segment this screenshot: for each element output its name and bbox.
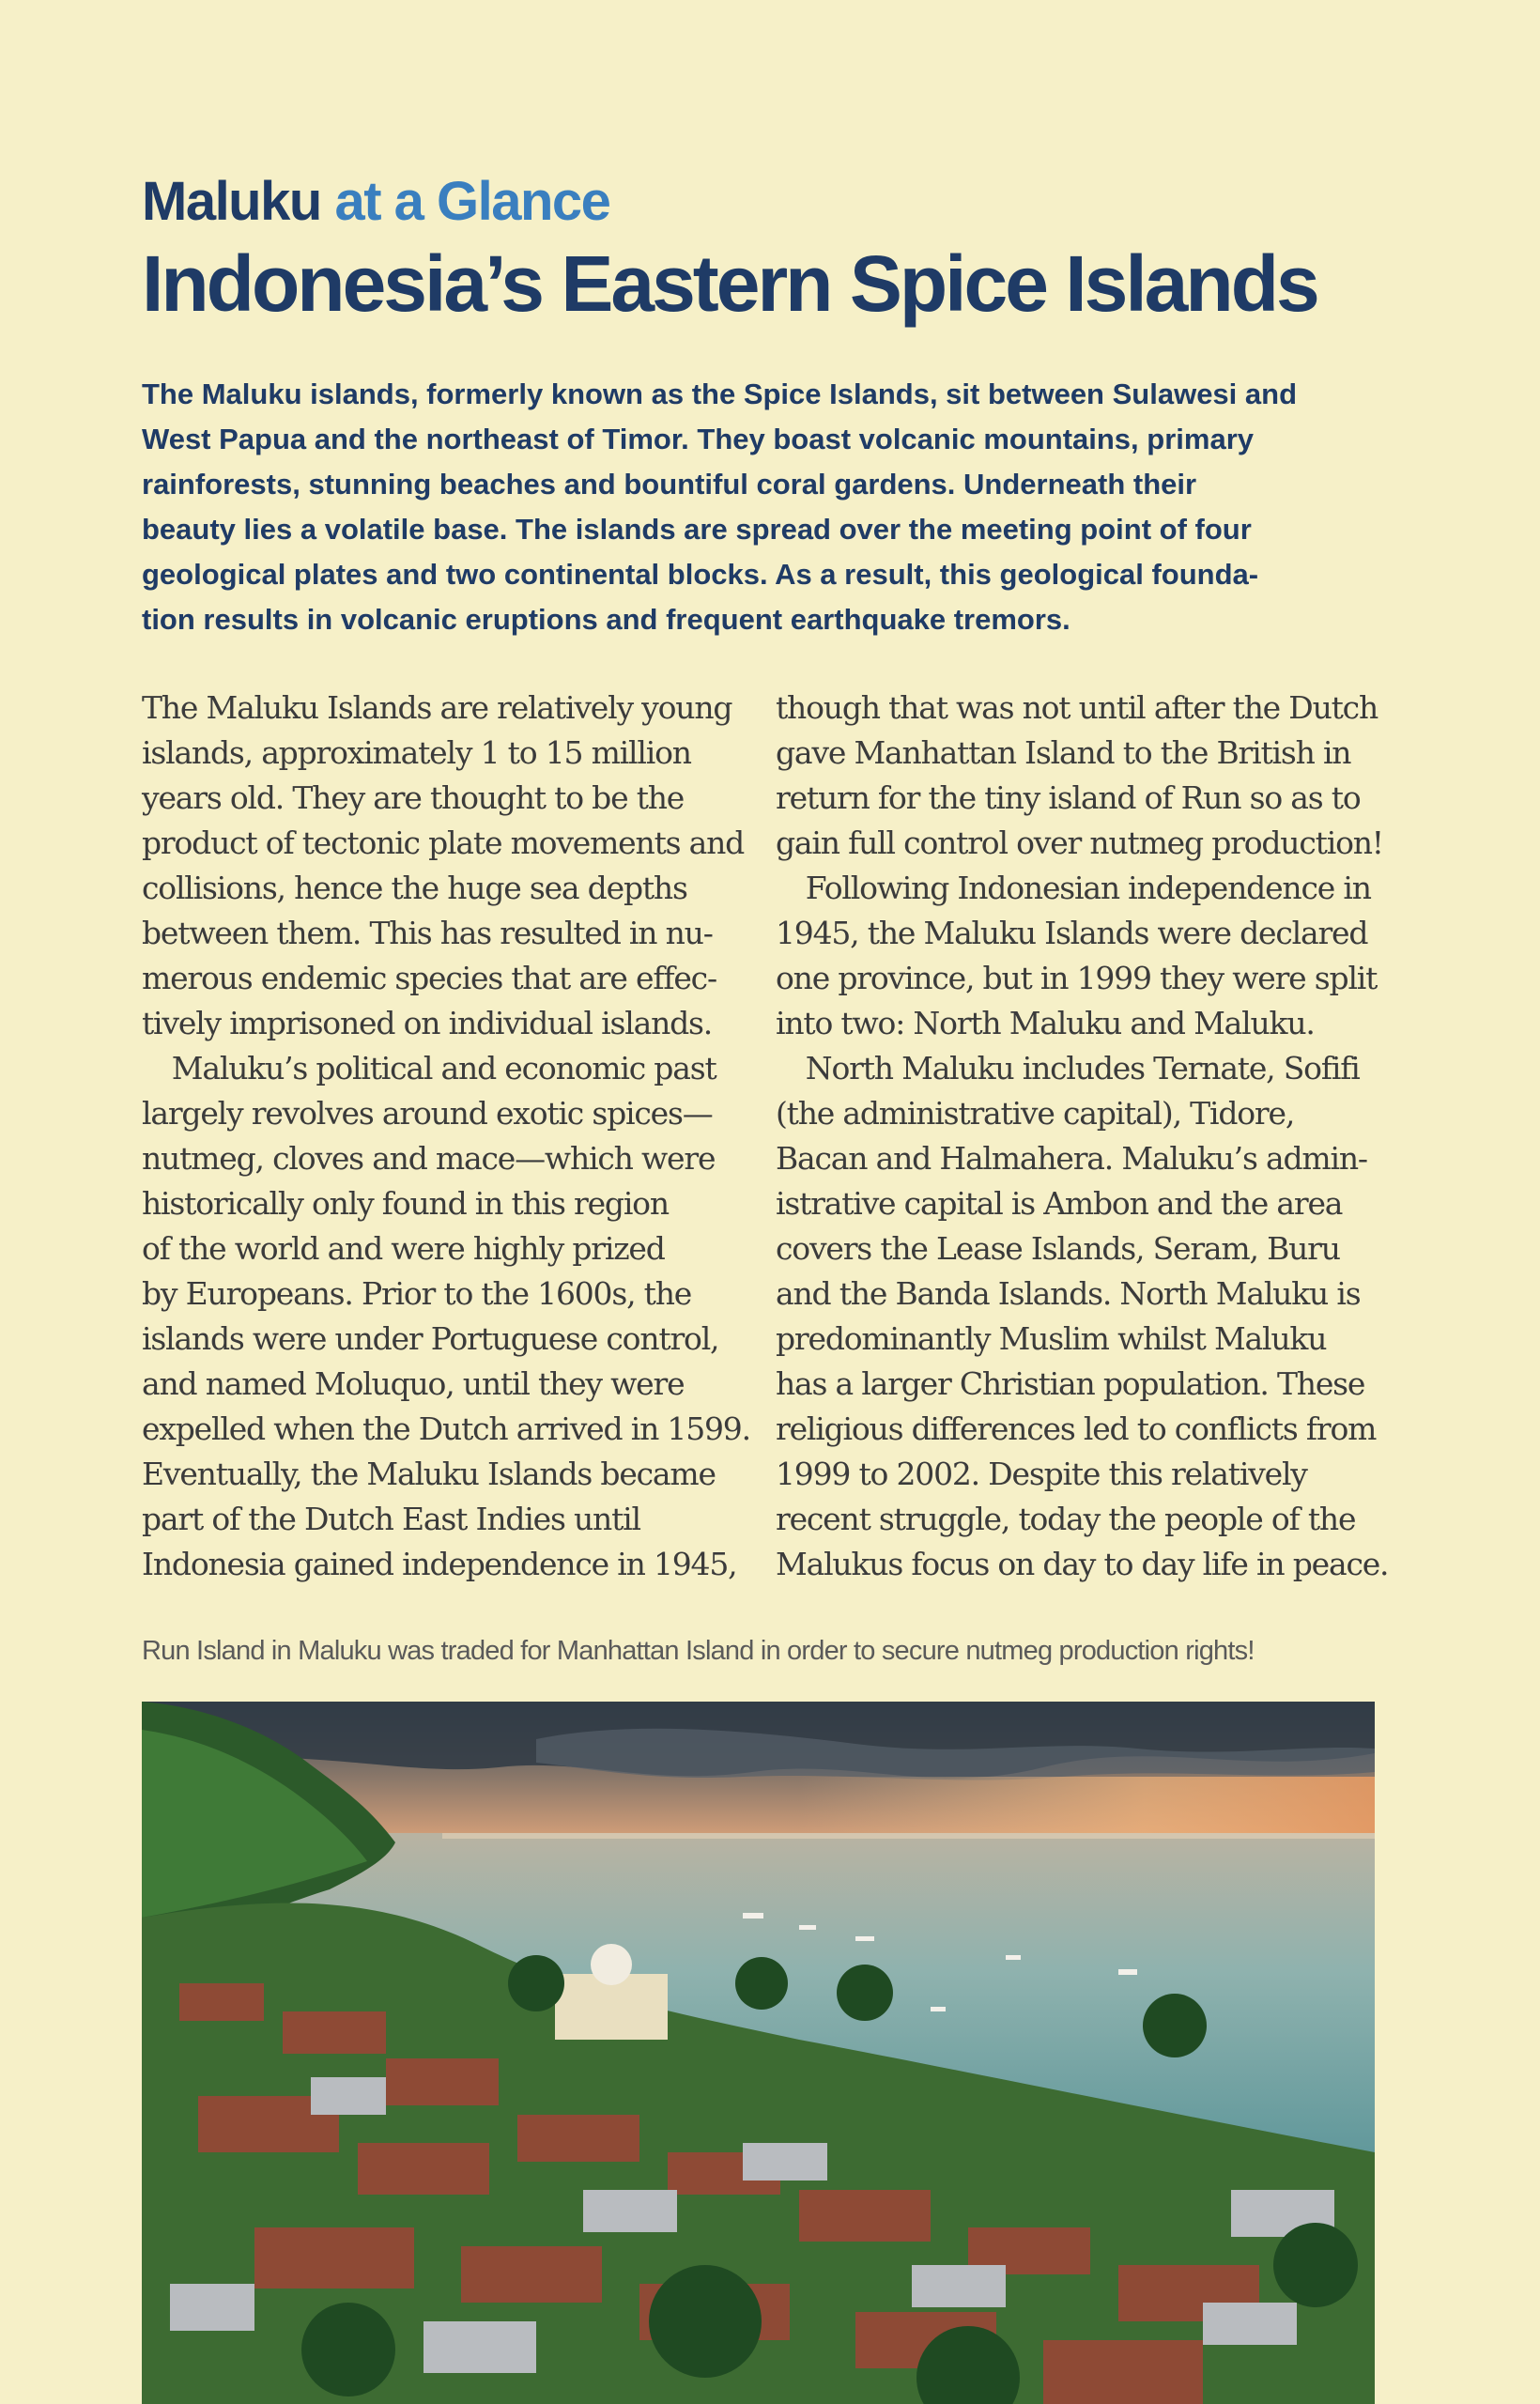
body-line: Bacan and Halmahera. Maluku’s admin- [776, 1140, 1367, 1177]
body-line: predominantly Muslim whilst Maluku [776, 1320, 1327, 1357]
body-line: Indonesia gained independence in 1945, [142, 1546, 737, 1582]
body-line: covers the Lease Islands, Seram, Buru [776, 1230, 1340, 1267]
body-line: and the Banda Islands. North Maluku is [776, 1275, 1361, 1312]
body-line: (the administrative capital), Tidore, [776, 1095, 1295, 1132]
body-line: one province, but in 1999 they were split [776, 960, 1378, 996]
body-line: expelled when the Dutch arrived in 1599. [142, 1410, 750, 1447]
body-line: into two: North Maluku and Maluku. [776, 1005, 1315, 1041]
body-line: between them. This has resulted in nu- [142, 915, 713, 951]
body-line: return for the tiny island of Run so as to [776, 779, 1361, 816]
body-line: part of the Dutch East Indies until [142, 1501, 640, 1537]
photo-illustration [142, 1702, 1375, 2404]
body-line: religious differences led to conflicts from [776, 1410, 1377, 1447]
photo-caption: Run Island in Maluku was traded for Manhattan Island in order to secure nutmeg production rights! [142, 1636, 1255, 1666]
intro-paragraph [142, 372, 1363, 642]
body-line: recent struggle, today the people of the [776, 1501, 1356, 1537]
body-line: Maluku’s political and economic past [142, 1050, 716, 1086]
body-line: merous endemic species that are effec- [142, 960, 716, 996]
section-kicker [142, 169, 609, 235]
kicker-accent: at a Glance [334, 171, 610, 232]
body-line: collisions, hence the huge sea depths [142, 870, 687, 906]
body-line: product of tectonic plate movements and [142, 824, 745, 861]
body-line: gain full control over nutmeg production! [776, 824, 1383, 861]
page-title: Indonesia’s Eastern Spice Islands [142, 239, 1317, 328]
body-line: Eventually, the Maluku Islands became [142, 1456, 716, 1492]
body-line: has a larger Christian population. These [776, 1365, 1365, 1402]
body-line: The Maluku Islands are relatively young [142, 689, 732, 726]
body-line: and named Moluquo, until they were [142, 1365, 685, 1402]
body-line: of the world and were highly prized [142, 1230, 665, 1267]
body-line: Following Indonesian independence in [776, 870, 1371, 906]
body-line: istrative capital is Ambon and the area [776, 1185, 1343, 1222]
body-line: 1945, the Maluku Islands were declared [776, 915, 1368, 951]
body-line: nutmeg, cloves and mace—which were [142, 1140, 716, 1177]
intro-line: The Maluku islands, formerly known as the Spice Islands, sit between Sulawesi and [142, 378, 1298, 410]
village-coast-photo [142, 1702, 1375, 2404]
body-column-left [142, 686, 750, 1587]
body-line: 1999 to 2002. Despite this relatively [776, 1456, 1307, 1492]
intro-line: tion results in volcanic eruptions and frequent earthquake tremors. [142, 603, 1070, 636]
kicker-main: Maluku [142, 171, 321, 232]
intro-line: rainforests, stunning beaches and bountiful coral gardens. Underneath their [142, 468, 1197, 501]
body-line: by Europeans. Prior to the 1600s, the [142, 1275, 692, 1312]
body-column-right [776, 686, 1389, 1587]
body-line: gave Manhattan Island to the British in [776, 734, 1351, 771]
body-line: though that was not until after the Dutch [776, 689, 1378, 726]
body-line: tively imprisoned on individual islands. [142, 1005, 713, 1041]
body-line: historically only found in this region [142, 1185, 669, 1222]
intro-line: geological plates and two continental blocks. As a result, this geological founda- [142, 558, 1259, 591]
body-line: Malukus focus on day to day life in peace. [776, 1546, 1389, 1582]
body-line: years old. They are thought to be the [142, 779, 685, 816]
body-line: islands, approximately 1 to 15 million [142, 734, 691, 771]
intro-line: West Papua and the northeast of Timor. They boast volcanic mountains, primary [142, 423, 1254, 455]
body-line: islands were under Portuguese control, [142, 1320, 719, 1357]
body-line: largely revolves around exotic spices— [142, 1095, 713, 1132]
intro-line: beauty lies a volatile base. The islands are spread over the meeting point of four [142, 513, 1252, 546]
body-line: North Maluku includes Ternate, Sofifi [776, 1050, 1360, 1086]
